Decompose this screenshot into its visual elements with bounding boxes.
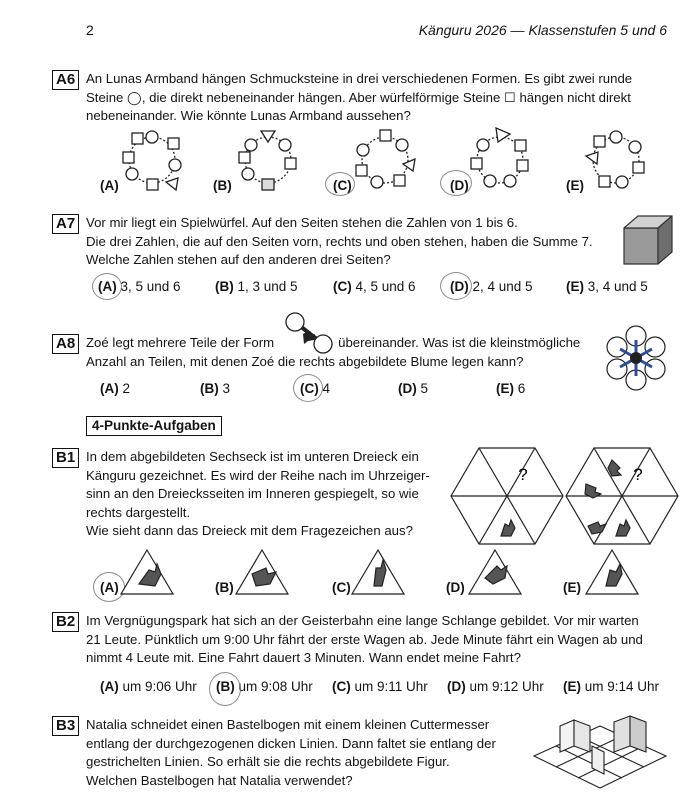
question-b3-line-4: Welchen Bastelbogen hat Natalia verwendet? bbox=[86, 772, 353, 788]
question-id-a8: A8 bbox=[52, 334, 79, 354]
b1-answer-triangles bbox=[0, 548, 697, 608]
question-b2-line-3: nimmt 4 Leute mit. Eine Fahrt dauert 3 Minuten. Wann endet meine Fahrt? bbox=[86, 650, 521, 665]
a8-option-b[interactable]: (B) 3 bbox=[200, 381, 231, 396]
question-b2-text bbox=[86, 612, 676, 668]
question-a7-line-1: Vor mir liegt ein Spielwürfel. Auf den Seiten stehen die Zahlen von 1 bis 6. bbox=[86, 215, 518, 230]
a6-option-b-label[interactable]: (B) bbox=[213, 178, 232, 193]
b1-option-e-label[interactable]: (E) bbox=[563, 580, 581, 595]
a7-option-e[interactable]: (E) 3, 4 und 5 bbox=[566, 279, 648, 294]
question-a7-line-2: Die drei Zahlen, die auf den Seiten vorn, rechts und oben stehen, haben die Summe 7. bbox=[86, 233, 593, 249]
question-a6-line-1: An Lunas Armband hängen Schmucksteine in drei verschiedenen Formen. Es gibt zwei runde bbox=[86, 71, 633, 86]
question-a6-line-3: nebeneinander. Wie könnte Lunas Armband aussehen? bbox=[86, 108, 411, 123]
puzzle-piece-icon bbox=[283, 310, 343, 360]
b1-option-d-label[interactable]: (D) bbox=[446, 580, 465, 595]
b2-option-c[interactable]: (C) um 9:11 Uhr bbox=[332, 679, 428, 694]
question-a7-line-3: Welche Zahlen stehen auf den anderen drei Seiten? bbox=[86, 252, 391, 267]
die-icon bbox=[620, 212, 680, 272]
question-b1-line-2: Känguru gezeichnet. Es wird der Reihe nach im Uhrzeiger- bbox=[86, 467, 430, 483]
question-id-b1: B1 bbox=[52, 448, 79, 468]
a8-option-a[interactable]: (A) 2 bbox=[100, 381, 131, 396]
pencil-circle-mark bbox=[293, 374, 323, 402]
b2-option-d[interactable]: (D) um 9:12 Uhr bbox=[447, 679, 544, 694]
a7-option-b[interactable]: (B) 1, 3 und 5 bbox=[215, 279, 298, 294]
question-a8-line-1a: Zoé legt mehrere Teile der Form bbox=[86, 335, 275, 350]
bracelet-e bbox=[586, 131, 644, 188]
bracelet-c bbox=[356, 130, 415, 188]
b1-option-c-label[interactable]: (C) bbox=[332, 580, 351, 595]
question-b1-text bbox=[86, 448, 446, 541]
question-b3-text bbox=[86, 716, 526, 790]
bracelet-b bbox=[239, 131, 296, 190]
question-a8-line-2: Anzahl an Teilen, mit denen Zoé die rechts abgebildete Blume legen kann? bbox=[86, 353, 524, 369]
question-b3-line-1: Natalia schneidet einen Bastelbogen mit einem kleinen Cuttermesser bbox=[86, 717, 490, 732]
b1-option-a-label[interactable]: (A) bbox=[100, 580, 119, 595]
question-b1-line-1: In dem abgebildeten Sechseck ist im unteren Dreieck ein bbox=[86, 449, 419, 464]
question-id-b3: B3 bbox=[52, 716, 79, 736]
question-b2-line-1: Im Vergnügungspark hat sich an der Geisterbahn eine lange Schlange gebildet. Vor mir warten bbox=[86, 613, 639, 628]
b2-option-e[interactable]: (E) um 9:14 Uhr bbox=[563, 679, 660, 694]
b1-option-b-label[interactable]: (B) bbox=[215, 580, 234, 595]
b3-paper-figure bbox=[530, 712, 670, 792]
question-id-b2: B2 bbox=[52, 612, 79, 632]
a6-option-e-label[interactable]: (E) bbox=[566, 178, 584, 193]
pencil-circle-mark bbox=[92, 273, 122, 300]
question-mark-left: ? bbox=[518, 465, 528, 484]
b1-hexagon-figures bbox=[450, 448, 680, 548]
bracelet-a bbox=[123, 131, 181, 190]
question-b1-line-5: Wie sieht dann das Dreieck mit dem Fragezeichen aus? bbox=[86, 523, 413, 538]
question-b1-line-4: rechts dargestellt. bbox=[86, 504, 191, 520]
hexagon-left bbox=[451, 448, 563, 544]
a6-option-a-label[interactable]: (A) bbox=[100, 178, 119, 193]
bracelet-d bbox=[471, 128, 528, 187]
hexagon-right bbox=[566, 448, 678, 544]
question-b2-line-2: 21 Leute. Pünktlich um 9:00 Uhr fährt der erste Wagen ab. Jede Minute fährt ein Wagen ab und bbox=[86, 631, 643, 647]
a8-option-d[interactable]: (D) 5 bbox=[398, 381, 429, 396]
flower-icon bbox=[596, 318, 676, 398]
page-header-title: Känguru 2026 — Klassenstufen 5 und 6 bbox=[418, 22, 667, 38]
question-mark-right: ? bbox=[633, 465, 643, 484]
b2-option-a[interactable]: (A) um 9:06 Uhr bbox=[100, 679, 197, 694]
question-a8-line-1b: übereinander. Was ist die kleinstmögliche bbox=[338, 335, 581, 350]
question-a7-text bbox=[86, 214, 606, 270]
a8-option-c[interactable]: (C) 4 bbox=[300, 381, 331, 396]
b2-option-b[interactable]: (B) um 9:08 Uhr bbox=[216, 679, 313, 694]
question-id-a7: A7 bbox=[52, 214, 79, 234]
a6-option-d-label[interactable]: (D) bbox=[450, 178, 469, 193]
a7-option-c[interactable]: (C) 4, 5 und 6 bbox=[333, 279, 416, 294]
a6-option-c-label[interactable]: (C) bbox=[333, 178, 352, 193]
question-b3-line-2: entlang der durchgezogenen dicken Linien. Dann faltet sie entlang der bbox=[86, 735, 496, 751]
pencil-circle-mark bbox=[440, 272, 472, 300]
pencil-circle-mark bbox=[209, 672, 241, 706]
a7-option-d[interactable]: (D) 2, 4 und 5 bbox=[450, 279, 533, 294]
section-label-4-points: 4-Punkte-Aufgaben bbox=[86, 416, 222, 436]
question-b3-line-3: gestrichelten Linien. So erhält sie die rechts abgebildete Figur. bbox=[86, 754, 450, 769]
a7-option-a[interactable]: (A) 3, 5 und 6 bbox=[98, 279, 181, 294]
question-id-a6: A6 bbox=[52, 70, 79, 90]
question-b1-line-3: sinn an den Dreiecksseiten im Inneren gespiegelt, so wie bbox=[86, 486, 419, 501]
question-a6-text bbox=[86, 70, 676, 126]
a8-option-e[interactable]: (E) 6 bbox=[496, 381, 526, 396]
page-number: 2 bbox=[86, 22, 94, 38]
question-a6-line-2: Steine ◯, die direkt nebeneinander hängen. Aber würfelförmige Steine ☐ hängen nicht direkt bbox=[86, 89, 631, 105]
